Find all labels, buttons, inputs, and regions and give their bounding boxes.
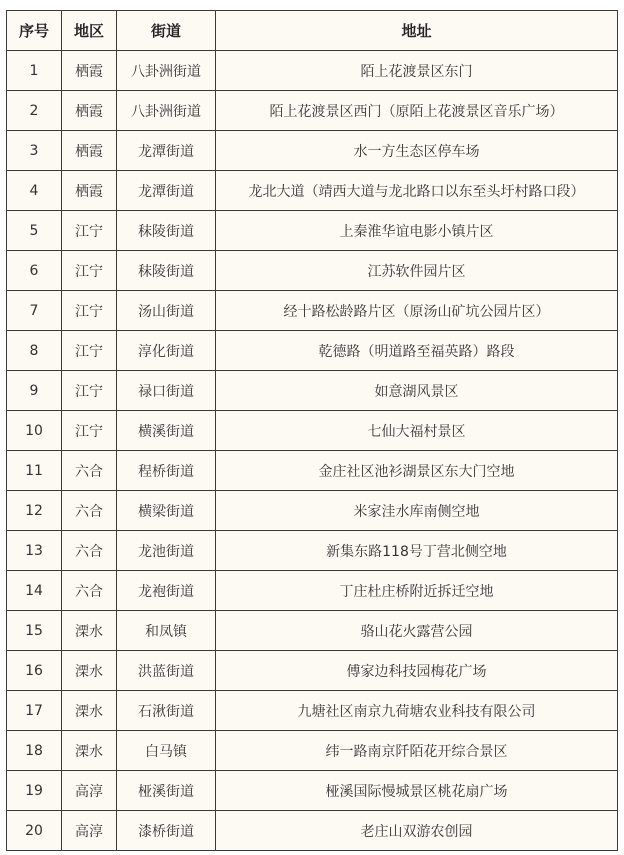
cell-district: 栖霞 <box>62 91 117 131</box>
table-row <box>7 811 618 851</box>
cell-street: 汤山街道 <box>117 291 216 331</box>
cell-address: 桠溪国际慢城景区桃花扇广场 <box>216 771 618 811</box>
cell-address: 陌上花渡景区东门 <box>216 51 618 91</box>
cell-street: 和凤镇 <box>117 611 216 651</box>
cell-address: 龙北大道（靖西大道与龙北路口以东至头圩村路口段） <box>216 171 618 211</box>
cell-street: 桠溪街道 <box>117 771 216 811</box>
cell-index: 16 <box>7 651 62 691</box>
cell-district: 江宁 <box>62 251 117 291</box>
cell-street: 八卦洲街道 <box>117 91 216 131</box>
table-row <box>7 571 618 611</box>
header-address: 地址 <box>216 11 618 51</box>
cell-street: 龙袍街道 <box>117 571 216 611</box>
cell-address: 傅家边科技园梅花广场 <box>216 651 618 691</box>
cell-street: 横梁街道 <box>117 491 216 531</box>
cell-district: 江宁 <box>62 331 117 371</box>
cell-street: 漆桥街道 <box>117 811 216 851</box>
table-row <box>7 411 618 451</box>
cell-index: 9 <box>7 371 62 411</box>
table-row <box>7 531 618 571</box>
cell-address: 乾德路（明道路至福英路）路段 <box>216 331 618 371</box>
cell-district: 溧水 <box>62 611 117 651</box>
cell-index: 17 <box>7 691 62 731</box>
table-row <box>7 771 618 811</box>
cell-street: 程桥街道 <box>117 451 216 491</box>
cell-index: 15 <box>7 611 62 651</box>
cell-address: 九塘社区南京九荷塘农业科技有限公司 <box>216 691 618 731</box>
cell-index: 6 <box>7 251 62 291</box>
table-row <box>7 691 618 731</box>
table-row <box>7 451 618 491</box>
cell-index: 3 <box>7 131 62 171</box>
cell-district: 江宁 <box>62 211 117 251</box>
cell-index: 4 <box>7 171 62 211</box>
cell-street: 八卦洲街道 <box>117 51 216 91</box>
cell-index: 5 <box>7 211 62 251</box>
location-table <box>6 10 618 851</box>
cell-index: 14 <box>7 571 62 611</box>
cell-index: 20 <box>7 811 62 851</box>
table-row <box>7 211 618 251</box>
cell-district: 高淳 <box>62 771 117 811</box>
cell-address: 米家洼水库南侧空地 <box>216 491 618 531</box>
table-body <box>7 51 618 851</box>
cell-index: 7 <box>7 291 62 331</box>
cell-index: 11 <box>7 451 62 491</box>
cell-index: 8 <box>7 331 62 371</box>
cell-district: 六合 <box>62 451 117 491</box>
cell-index: 13 <box>7 531 62 571</box>
table-row <box>7 371 618 411</box>
cell-index: 10 <box>7 411 62 451</box>
cell-district: 栖霞 <box>62 131 117 171</box>
cell-district: 栖霞 <box>62 51 117 91</box>
cell-street: 横溪街道 <box>117 411 216 451</box>
table-header-row <box>7 11 618 51</box>
table-row <box>7 731 618 771</box>
table-row <box>7 251 618 291</box>
cell-street: 秣陵街道 <box>117 211 216 251</box>
cell-street: 禄口街道 <box>117 371 216 411</box>
cell-address: 江苏软件园片区 <box>216 251 618 291</box>
cell-district: 六合 <box>62 531 117 571</box>
cell-district: 溧水 <box>62 731 117 771</box>
cell-address: 七仙大福村景区 <box>216 411 618 451</box>
cell-district: 江宁 <box>62 411 117 451</box>
cell-street: 淳化街道 <box>117 331 216 371</box>
cell-district: 高淳 <box>62 811 117 851</box>
cell-address: 新集东路118号丁营北侧空地 <box>216 531 618 571</box>
cell-index: 2 <box>7 91 62 131</box>
header-street: 街道 <box>117 11 216 51</box>
cell-address: 经十路松龄路片区（原汤山矿坑公园片区） <box>216 291 618 331</box>
cell-street: 石湫街道 <box>117 691 216 731</box>
cell-street: 洪蓝街道 <box>117 651 216 691</box>
table-container <box>6 10 617 850</box>
cell-address: 水一方生态区停车场 <box>216 131 618 171</box>
table-row <box>7 611 618 651</box>
header-district: 地区 <box>62 11 117 51</box>
cell-district: 六合 <box>62 491 117 531</box>
table-row <box>7 651 618 691</box>
cell-address: 金庄社区池衫湖景区东大门空地 <box>216 451 618 491</box>
cell-district: 溧水 <box>62 691 117 731</box>
cell-index: 18 <box>7 731 62 771</box>
header-index: 序号 <box>7 11 62 51</box>
cell-street: 秣陵街道 <box>117 251 216 291</box>
cell-district: 溧水 <box>62 651 117 691</box>
cell-district: 江宁 <box>62 291 117 331</box>
cell-index: 1 <box>7 51 62 91</box>
table-row <box>7 131 618 171</box>
cell-street: 龙潭街道 <box>117 171 216 211</box>
cell-address: 骆山花火露营公园 <box>216 611 618 651</box>
cell-district: 江宁 <box>62 371 117 411</box>
cell-address: 丁庄杜庄桥附近拆迁空地 <box>216 571 618 611</box>
cell-address: 纬一路南京阡陌花开综合景区 <box>216 731 618 771</box>
cell-street: 龙潭街道 <box>117 131 216 171</box>
table-row <box>7 291 618 331</box>
cell-address: 上秦淮华谊电影小镇片区 <box>216 211 618 251</box>
cell-index: 12 <box>7 491 62 531</box>
cell-index: 19 <box>7 771 62 811</box>
table-row <box>7 171 618 211</box>
cell-district: 六合 <box>62 571 117 611</box>
table-row <box>7 51 618 91</box>
table-row <box>7 491 618 531</box>
cell-address: 老庄山双游农创园 <box>216 811 618 851</box>
table-row <box>7 331 618 371</box>
cell-address: 如意湖风景区 <box>216 371 618 411</box>
cell-address: 陌上花渡景区西门（原陌上花渡景区音乐广场） <box>216 91 618 131</box>
cell-district: 栖霞 <box>62 171 117 211</box>
table-row <box>7 91 618 131</box>
cell-street: 白马镇 <box>117 731 216 771</box>
cell-street: 龙池街道 <box>117 531 216 571</box>
